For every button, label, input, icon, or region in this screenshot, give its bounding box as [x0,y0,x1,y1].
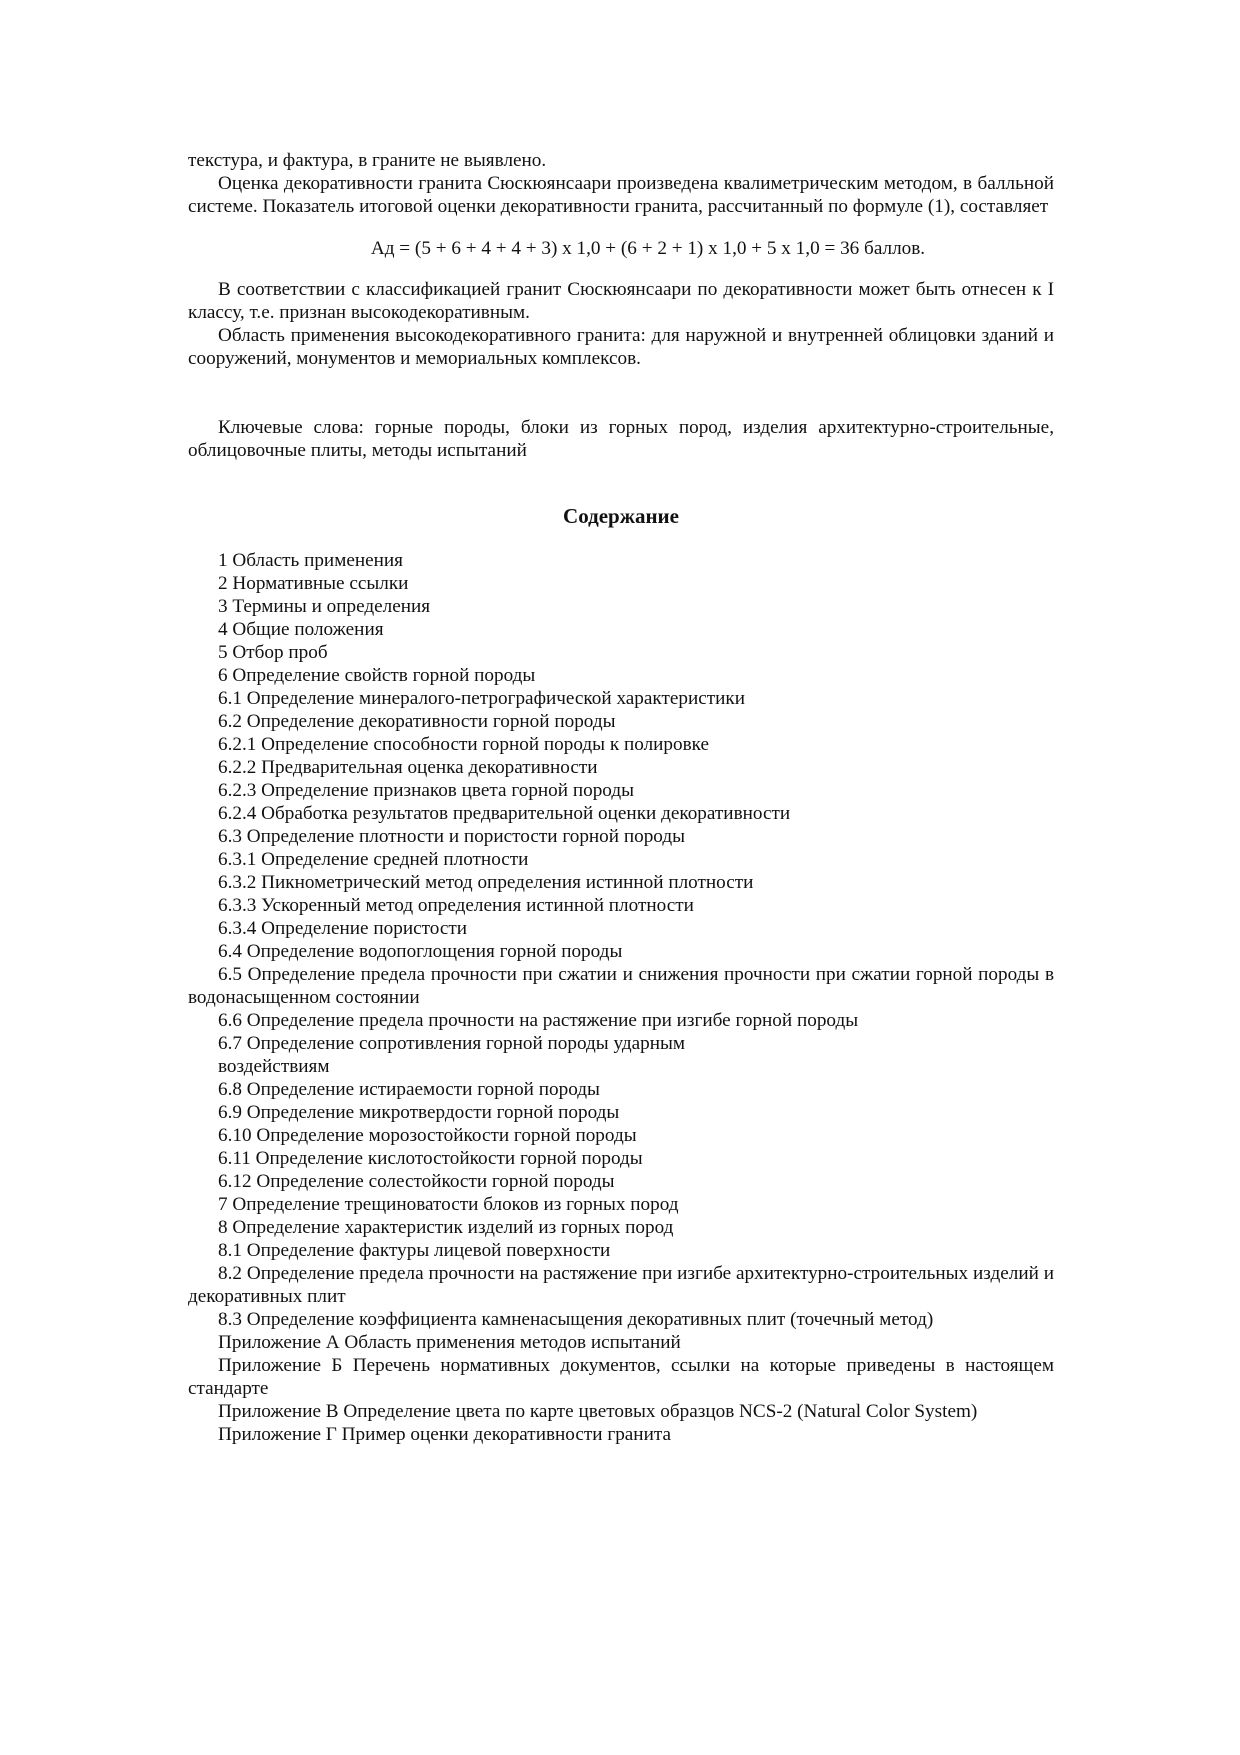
toc-item: 6.3.3 Ускоренный метод определения истинной плотности [218,895,694,916]
toc-item: 6.10 Определение морозостойкости горной породы [218,1125,637,1146]
toc-item: 6.2.1 Определение способности горной породы к полировке [218,734,710,755]
toc-item: 6.3.4 Определение пористости [218,918,467,939]
toc-item: 6.8 Определение истираемости горной породы [218,1079,600,1100]
toc-item: 6.3.2 Пикнометрический метод определения истинной плотности [218,872,754,893]
toc-item: 6.6 Определение предела прочности на растяжение при изгибе горной породы [218,1010,859,1031]
toc-item: 6.12 Определение солестойкости горной породы [218,1171,615,1192]
toc-item: 6 Определение свойств горной породы [218,665,536,686]
toc-item: 6.5 Определение предела прочности при сжатии и снижения прочности при сжатии горной породы в водонасыщенном состоянии [188,964,1054,1008]
toc-item: 8 Определение характеристик изделий из горных пород [218,1217,674,1238]
keywords: Ключевые слова: горные породы, блоки из горных пород, изделия архитектурно-строительные, облицовочные плиты, методы испытаний [188,417,1054,461]
toc-item: 6.11 Определение кислотостойкости горной породы [218,1148,643,1169]
toc-item: 6.3.1 Определение средней плотности [218,849,529,870]
toc-item: 8.3 Определение коэффициента камненасыщения декоративных плит (точечный метод) [218,1309,934,1330]
formula: Ад = (5 + 6 + 4 + 4 + 3) х 1,0 + (6 + 2 + 1) х 1,0 + 5 х 1,0 = 36 баллов. [370,238,926,259]
toc-item: 8.1 Определение фактуры лицевой поверхности [218,1240,611,1261]
toc-item: 5 Отбор проб [218,642,328,663]
toc-item: 6.4 Определение водопоглощения горной породы [218,941,623,962]
toc-item: 6.9 Определение микротвердости горной породы [218,1102,620,1123]
toc-item: 6.2.4 Обработка результатов предварительной оценки декоративности [218,803,791,824]
paragraph-application: Область применения высокодекоративного гранита: для наружной и внутренней облицовки зданий и сооружений, монументов и мемориальных комплексов. [188,325,1054,369]
document-page [188,149,1054,1446]
toc-item: Приложение А Область применения методов испытаний [218,1332,681,1353]
toc-item: 6.1 Определение минералого-петрографической характеристики [218,688,745,709]
toc-item: Приложение Г Пример оценки декоративности гранита [218,1424,671,1445]
toc-item: 6.2.3 Определение признаков цвета горной породы [218,780,634,801]
paragraph-classification: В соответствии с классификацией гранит Сюскюянсаари по декоративности может быть отнесен к I классу, т.е. признан высокодекоративным. [188,279,1054,323]
toc-item: 3 Термины и определения [218,596,431,617]
toc-item: Приложение В Определение цвета по карте цветовых образцов NCS-2 (Natural Color System) [218,1401,978,1422]
toc-item: 6.7 Определение сопротивления горной породы ударным [218,1033,686,1054]
paragraph-texture: текстура, и фактура, в граните не выявлено. [188,150,547,171]
table-of-contents [188,549,1054,1446]
toc-title: Содержание [563,504,679,528]
toc-item: 8.2 Определение предела прочности на растяжение при изгибе архитектурно-строительных изделий и декоративных плит [188,1263,1054,1307]
toc-item: воздействиям [218,1056,330,1077]
toc-item: 6.2 Определение декоративности горной породы [218,711,616,732]
toc-item: Приложение Б Перечень нормативных документов, ссылки на которые приведены в настоящем стандарте [188,1355,1054,1399]
toc-item: 6.3 Определение плотности и пористости горной породы [218,826,685,847]
toc-item: 4 Общие положения [218,619,384,640]
toc-item: 1 Область применения [218,550,404,571]
toc-item: 6.2.2 Предварительная оценка декоративности [218,757,598,778]
paragraph-assessment: Оценка декоративности гранита Сюскюянсаари произведена квалиметрическим методом, в балльной системе. Показатель итоговой оценки декоративности гранита, рассчитанный по формуле (1), составляет [188,173,1054,217]
toc-item: 2 Нормативные ссылки [218,573,409,594]
toc-item: 7 Определение трещиноватости блоков из горных пород [218,1194,679,1215]
